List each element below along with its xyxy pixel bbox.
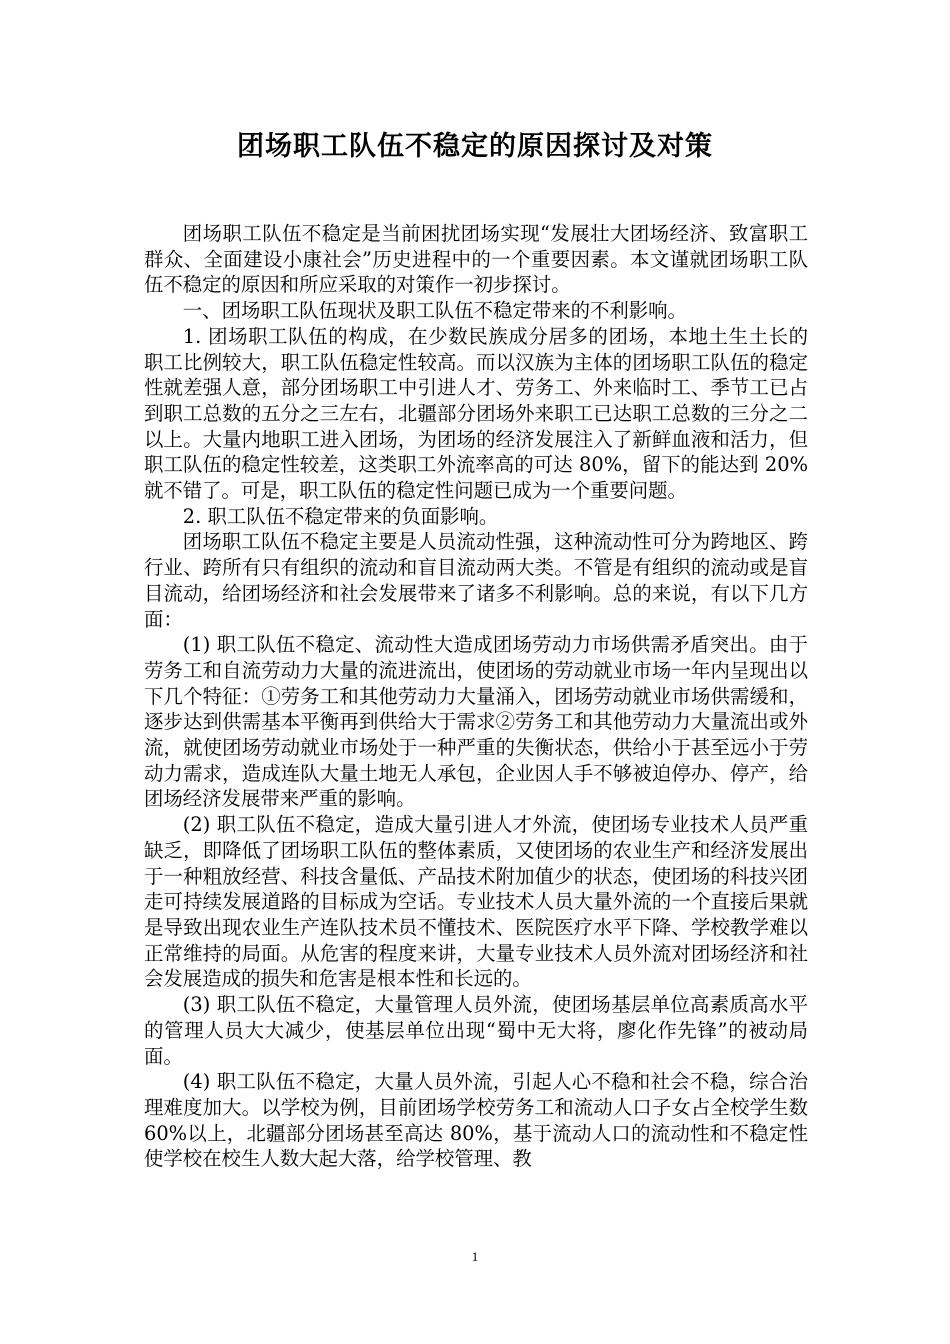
document-body [144,221,808,1172]
paragraph-point-4: (4) 职工队伍不稳定，大量人员外流，引起人心不稳和社会不稳，综合治理难度加大。以学校为例，目前团场学校劳务工和流动人口子女占全校学生数 60%以上，北疆部分团场甚至高达 80%，基于流动人口的流动性和不稳定性使学校在校生人数大起大落，给学校管理、教 [144,1070,808,1171]
paragraph-point-3: (3) 职工队伍不稳定，大量管理人员外流，使团场基层单位高素质高水平的管理人员大大减少，使基层单位出现“蜀中无大将，廖化作先锋”的被动局面。 [144,993,808,1068]
paragraph-intro: 团场职工队伍不稳定是当前困扰团场实现“发展壮大团场经济、致富职工群众、全面建设小康社会”历史进程中的一个重要因素。本文谨就团场职工队伍不稳定的原因和所应采取的对策作一初步探讨。 [144,222,808,297]
paragraph-mobility: 团场职工队伍不稳定主要是人员流动性强，这种流动性可分为跨地区、跨行业、跨所有只有组织的流动和盲目流动两大类。不管是有组织的流动或是盲目流动，给团场经济和社会发展带来了诸多不利影响。总的来说，有以下几方面： [144,530,808,631]
subheading-negative-impact: 2. 职工队伍不稳定带来的负面影响。 [182,504,499,528]
page-number: 1 [471,1249,479,1264]
section-heading-1: 一、团场职工队伍现状及职工队伍不稳定带来的不利影响。 [182,299,687,323]
paragraph-point-1: (1) 职工队伍不稳定、流动性大造成团场劳动力市场供需矛盾突出。由于劳务工和自流劳动力大量的流进流出，使团场的劳动就业市场一年内呈现出以下几个特征：①劳务工和其他劳动力大量涌入，团场劳动就业市场供需缓和，逐步达到供需基本平衡再到供给大于需求②劳务工和其他劳动力大量流出或外流，就使团场劳动就业市场处于一种严重的失衡状态，供给小于甚至远小于劳动力需求，造成连队大量土地无人承包，企业因人手不够被迫停办、停产，给团场经济发展带来严重的影响。 [144,633,808,811]
document-title: 团场职工队伍不稳定的原因探讨及对策 [237,131,713,162]
paragraph-composition: 1. 团场职工队伍的构成，在少数民族成分居多的团场，本地土生土长的职工比例较大，职工队伍稳定性较高。而以汉族为主体的团场职工队伍的稳定性就差强人意，部分团场职工中引进人才、劳务工、外来临时工、季节工已占到职工总数的五分之三左右，北疆部分团场外来职工已达职工总数的三分之二以上。大量内地职工进入团场，为团场的经济发展注入了新鲜血液和活力，但职工队伍的稳定性较差，这类职工外流率高的可达 80%，留下的能达到 20%就不错了。可是，职工队伍的稳定性问题已成为一个重要问题。 [144,324,808,503]
paragraph-point-2: (2) 职工队伍不稳定，造成大量引进人才外流，使团场专业技术人员严重缺乏，即降低了团场职工队伍的整体素质，又使团场的农业生产和经济发展出于一种粗放经营、科技含量低、产品技术附加值少的状态，使团场的科技兴团走可持续发展道路的目标成为空话。专业技术人员大量外流的一个直接后果就是导致出现农业生产连队技术员不懂技术、医院医疗水平下降、学校教学难以正常维持的局面。从危害的程度来讲，大量专业技术人员外流对团场经济和社会发展造成的损失和危害是根本性和长远的。 [144,813,808,991]
